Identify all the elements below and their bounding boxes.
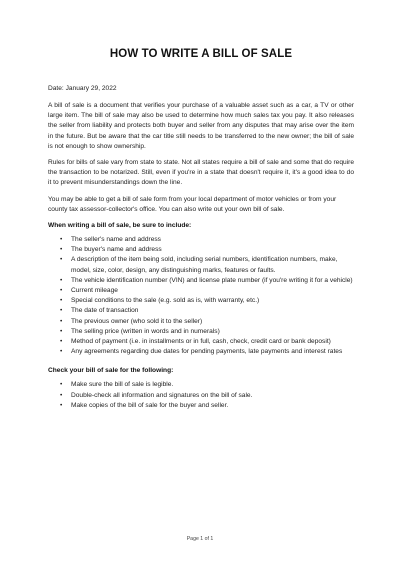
- bullet-icon: •: [60, 276, 63, 284]
- list-item-text: The seller's name and address: [71, 236, 161, 244]
- list-item-text: Make copies of the bill of sale for the buyer and seller.: [71, 401, 229, 409]
- rules-paragraph: Rules for bills of sale vary from state to state. Not all states require a bill of sale and some that do require the transaction to be notarized. Still, even if you're in a state that doesn't require it, it's a good idea to do it to prevent misunderstandings down the line.: [48, 159, 354, 187]
- list-item: [60, 327, 354, 337]
- bullet-icon: •: [60, 338, 63, 346]
- form-source-paragraph: You may be able to get a bill of sale form from your local department of motor vehicles or from your county tax assessor-collector's office. You can also write out your own bill of sale.: [48, 195, 337, 213]
- list-item-text: A description of the item being sold, including serial numbers, identification numbers, make, model, size, color, design, any distinguishing marks, features or faults.: [71, 256, 338, 274]
- bullet-icon: •: [60, 391, 63, 399]
- list-item: [60, 306, 354, 316]
- bullet-icon: •: [60, 307, 63, 315]
- document-title: HOW TO WRITE A BILL OF SALE: [109, 48, 293, 60]
- list-item: [60, 347, 354, 357]
- list-item-text: The selling price (written in words and in numerals): [71, 327, 220, 335]
- bullet-icon: •: [60, 327, 63, 335]
- check-list-heading: Check your bill of sale for the following:: [48, 367, 174, 375]
- page-number: Page 1 of 1: [186, 536, 214, 542]
- list-item-text: Method of payment (i.e. in installments or in full, cash, check, credit card or bank deposit): [71, 338, 331, 346]
- list-item-text: Make sure the bill of sale is legible.: [71, 381, 174, 389]
- list-item: [60, 255, 354, 275]
- list-item-text: Double-check all information and signatures on the bill of sale.: [71, 391, 253, 399]
- include-list-heading: When writing a bill of sale, be sure to include:: [48, 222, 192, 230]
- list-item: [60, 245, 354, 255]
- bullet-icon: •: [60, 287, 63, 295]
- list-item: [60, 401, 354, 411]
- list-item: [60, 286, 354, 296]
- check-list: [48, 380, 354, 411]
- list-item: [60, 276, 354, 286]
- list-item: [60, 391, 354, 401]
- bullet-icon: •: [60, 381, 63, 389]
- list-item-text: The previous owner (who sold it to the seller): [71, 317, 203, 325]
- list-item-text: The date of transaction: [71, 307, 139, 315]
- bullet-icon: •: [60, 401, 63, 409]
- bullet-icon: •: [60, 246, 63, 254]
- list-item: [60, 380, 354, 390]
- list-item-text: Any agreements regarding due dates for pending payments, late payments and interest rates: [71, 348, 343, 356]
- list-item-text: The vehicle identification number (VIN) and license plate number (if you're writing it for a vehicle): [71, 276, 353, 284]
- bullet-icon: •: [60, 317, 63, 325]
- include-list: [48, 235, 354, 357]
- document-date: Date: January 29, 2022: [48, 85, 117, 92]
- bullet-icon: •: [60, 236, 63, 244]
- list-item: [60, 296, 354, 306]
- intro-paragraph: A bill of sale is a document that verifies your purchase of a valuable asset such as a car, a TV or other large item. The bill of sale may also be used to determine how much sales tax you pay. It also releases the seller from liability and protects both buyer and seller from any disputes that may arise over the item in the future. But be aware that the car title still needs to be transferred to the new owner; the bill of sale is not enough to show ownership.: [48, 102, 354, 150]
- list-item: [60, 317, 354, 327]
- bullet-icon: •: [60, 348, 63, 356]
- list-item: [60, 235, 354, 245]
- list-item-text: Special conditions to the sale (e.g. sold as is, with warranty, etc.): [71, 297, 260, 305]
- bullet-icon: •: [60, 297, 63, 305]
- list-item-text: Current mileage: [71, 287, 118, 295]
- bullet-icon: •: [60, 256, 63, 264]
- list-item: [60, 337, 354, 347]
- list-item-text: The buyer's name and address: [71, 246, 162, 254]
